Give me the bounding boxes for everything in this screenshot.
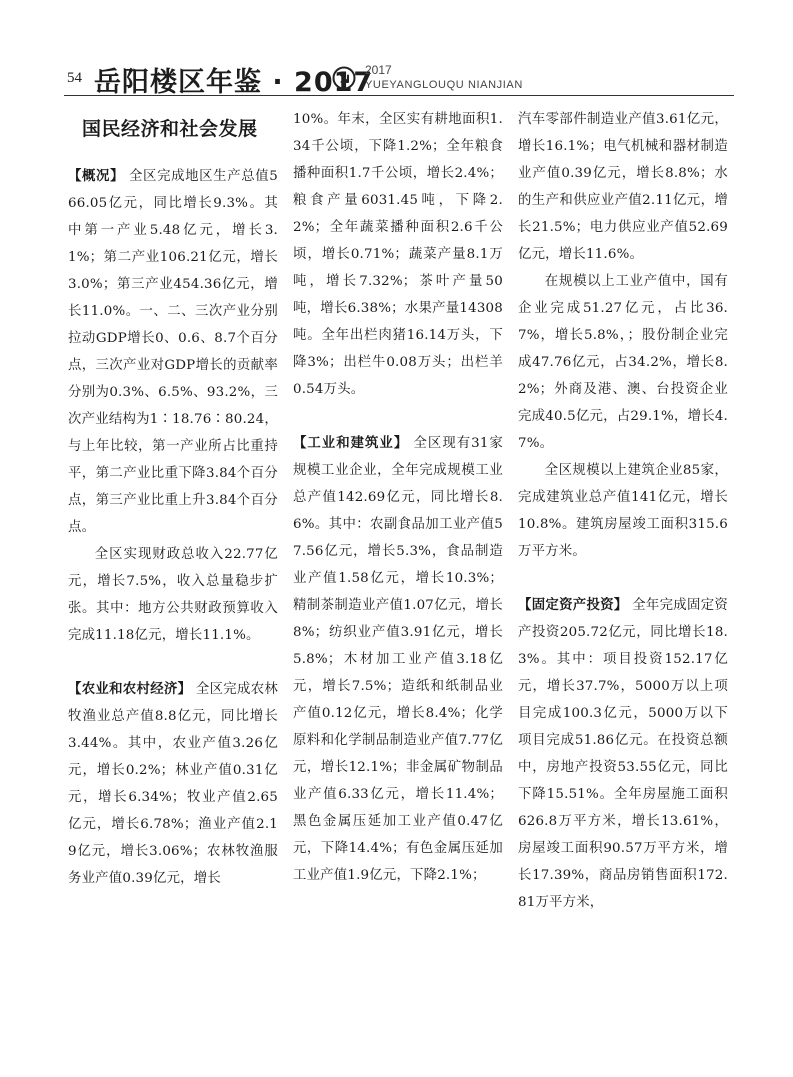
investment-keyword: 【固定资产投资】 bbox=[518, 598, 628, 613]
ownership-paragraph: 在规模以上工业产值中，国有企业完成51.27亿元，占比36.7%，增长5.8%，；股份制企业完成47.76亿元，占34.2%，增长8.2%；外商及港、澳、台投资企业完成40.5亿元，占29.1%，增长4.7%。 bbox=[518, 274, 728, 451]
industry-keyword: 【工业和建筑业】 bbox=[293, 436, 409, 451]
agri-paragraph bbox=[68, 676, 278, 892]
investment-paragraph bbox=[518, 592, 728, 916]
page-header bbox=[0, 0, 793, 100]
circle-arrow-icon bbox=[332, 66, 356, 90]
column-3 bbox=[518, 106, 728, 916]
agri-continued-paragraph: 10%。年末，全区实有耕地面积1.34千公顷，下降1.2%；全年粮食播种面积1.7千公顷，增长2.4%；粮食产量6031.45吨，下降2.2%；全年蔬菜播种面积2.6千公顷，增长0.71%；蔬菜产量8.1万吨，增长7.32%；茶叶产量50吨，增长6.38%；水果产量14308吨。全年出栏肉猪16.14万头，下降3%；出栏牛0.08万头；出栏羊0.54万头。 bbox=[293, 112, 503, 397]
header-pinyin: YUEYANGLOUQU NIANJIAN bbox=[365, 79, 523, 91]
industry-continued-paragraph: 汽车零部件制造业产值3.61亿元，增长16.1%；电气机械和器材制造业产值0.39亿元，增长8.8%；水的生产和供应业产值2.11亿元，增长21.5%；电力供应业产值52.69亿元，增长11.6%。 bbox=[518, 112, 728, 262]
header-rule bbox=[64, 95, 734, 96]
overview-paragraph bbox=[68, 163, 278, 541]
construction-paragraph: 全区规模以上建筑企业85家，完成建筑业总产值141亿元，增长10.8%。建筑房屋竣工面积315.6万平方米。 bbox=[518, 463, 728, 559]
section-title: 国民经济和社会发展 bbox=[82, 118, 258, 140]
header-year: 2017 bbox=[365, 63, 392, 77]
page-number: 54 bbox=[67, 70, 82, 86]
investment-text: 全年完成固定资产投资205.72亿元，同比增长18.3%。其中：项目投资152.17亿元，增长37.7%，5000万以上项目完成100.3亿元，5000万以下项目完成51.86亿元。在投资总额中，房地产投资53.55亿元，同比下降15.51%。全年房屋施工面积626.8万平方米，增长13.61%，房屋竣工面积90.57万平方米，增长17.39%，商品房销售面积172.81万平方米， bbox=[518, 598, 728, 910]
agri-text: 全区完成农林牧渔业总产值8.8亿元，同比增长3.44%。其中，农业产值3.26亿元，增长0.2%；林业产值0.31亿元，增长6.34%；牧业产值2.65亿元，增长6.78%；渔业产值2.19亿元，增长3.06%；农林牧渔服务业产值0.39亿元，增长 bbox=[68, 682, 278, 886]
column-2 bbox=[293, 106, 503, 889]
column-1 bbox=[68, 106, 278, 892]
finance-paragraph: 全区实现财政总收入22.77亿元，增长7.5%，收入总量稳步扩张。其中：地方公共财政预算收入完成11.18亿元，增长11.1%。 bbox=[68, 547, 278, 643]
overview-keyword: 【概况】 bbox=[68, 169, 125, 184]
agri-keyword: 【农业和农村经济】 bbox=[68, 682, 192, 697]
book-title: 岳阳楼区年鉴 · 2017 bbox=[94, 67, 374, 98]
industry-text: 全区现有31家规模工业企业，全年完成规模工业总产值142.69亿元，同比增长8.6%。其中：农副食品加工业产值57.56亿元，增长5.3%，食品制造业产值1.58亿元，增长10.3%；精制茶制造业产值1.07亿元，增长8%；纺织业产值3.91亿元，增长5.8%；木材加工业产值3.18亿元，增长7.5%；造纸和纸制品业产值0.12亿元，增长8.4%；化学原料和化学制品制造业产值7.77亿元，增长12.1%；非金属矿物制品业产值6.33亿元，增长11.4%；黑色金属压延加工业产值0.47亿元，下降14.4%；有色金属压延加工业产值1.9亿元，下降2.1%； bbox=[293, 436, 503, 883]
overview-text: 全区完成地区生产总值566.05亿元，同比增长9.3%。其中第一产业5.48亿元，增长3.1%；第二产业106.21亿元，增长3.0%；第三产业454.36亿元，增长11.0%。一、二、三次产业分别拉动GDP增长0、0.6、8.7个百分点，三次产业对GDP增长的贡献率分别为0.3%、6.5%、93.2%，三次产业结构为1∶18.76∶80.24，与上年比较，第一产业所占比重持平，第二产业比重下降3.84个百分点，第三产业比重上升3.84个百分点。 bbox=[68, 169, 278, 535]
industry-paragraph bbox=[293, 430, 503, 889]
